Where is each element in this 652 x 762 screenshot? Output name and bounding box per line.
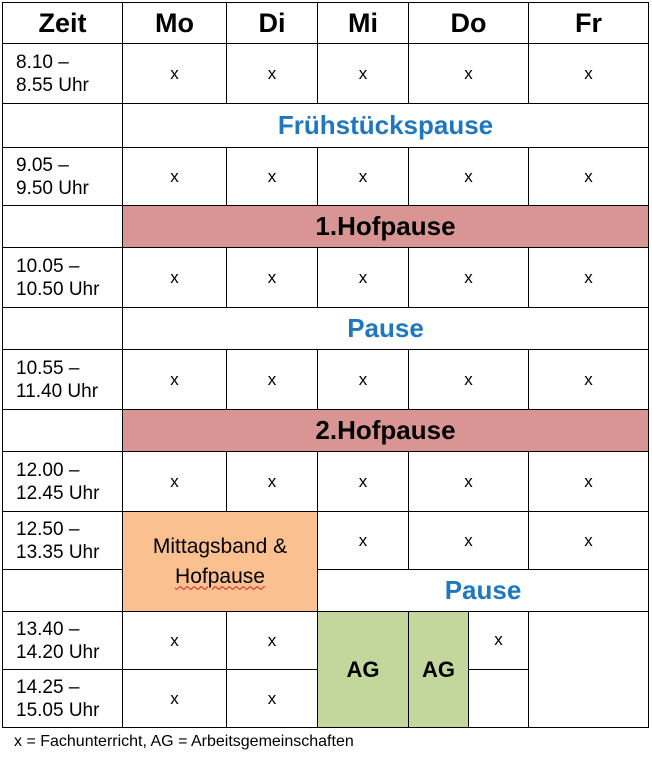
cell-mark: x [529,44,649,104]
cell-mark: x [318,148,409,206]
time-slot-6: 12.50 – 13.35 Uhr [3,512,123,570]
header-fr: Fr [529,3,649,44]
cell-mark: x [469,612,529,670]
cell-mark: x [227,44,318,104]
cell-mark: x [318,248,409,308]
empty-cell [469,670,529,728]
cell-mark: x [409,148,529,206]
time-slot-1: 8.10 – 8.55 Uhr [3,44,123,104]
header-mo: Mo [123,3,227,44]
cell-mark: x [123,148,227,206]
empty-cell-fr [529,612,649,728]
timetable [2,2,649,728]
cell-mark: x [529,512,649,570]
mittagsband-hofpause: Mittagsband & Hofpause [123,512,318,612]
cell-mark: x [409,248,529,308]
ag-mi: AG [318,612,409,728]
cell-mark: x [123,44,227,104]
ag-do: AG [409,612,469,728]
header-time: Zeit [3,3,123,44]
time-slot-4: 10.55 – 11.40 Uhr [3,350,123,410]
cell-mark: x [123,248,227,308]
cell-mark: x [318,512,409,570]
cell-mark: x [123,350,227,410]
break-fruehstueckspause: Frühstückspause [123,104,649,148]
header-di: Di [227,3,318,44]
time-slot-8: 14.25 – 15.05 Uhr [3,670,123,728]
cell-mark: x [409,44,529,104]
time-slot-3: 10.05 – 10.50 Uhr [3,248,123,308]
cell-mark: x [529,350,649,410]
empty-cell [3,206,123,248]
cell-mark: x [409,512,529,570]
break-pause-2: Pause [318,570,649,612]
cell-mark: x [227,670,318,728]
cell-mark: x [409,452,529,512]
time-slot-7: 13.40 – 14.20 Uhr [3,612,123,670]
cell-mark: x [318,452,409,512]
header-do: Do [409,3,529,44]
cell-mark: x [227,148,318,206]
break-pause: Pause [123,308,649,350]
cell-mark: x [529,452,649,512]
cell-mark: x [529,148,649,206]
empty-cell [3,410,123,452]
cell-mark: x [318,44,409,104]
cell-mark: x [318,350,409,410]
empty-cell [3,104,123,148]
legend: x = Fachunterricht, AG = Arbeitsgemeinschaften [14,733,354,750]
cell-mark: x [123,612,227,670]
cell-mark: x [227,350,318,410]
cell-mark: x [227,452,318,512]
cell-mark: x [529,248,649,308]
time-slot-2: 9.05 – 9.50 Uhr [3,148,123,206]
empty-cell [3,570,123,612]
break-hofpause-2: 2.Hofpause [123,410,649,452]
cell-mark: x [409,350,529,410]
cell-mark: x [227,612,318,670]
break-hofpause-1: 1.Hofpause [123,206,649,248]
cell-mark: x [227,248,318,308]
time-slot-5: 12.00 – 12.45 Uhr [3,452,123,512]
cell-mark: x [123,452,227,512]
cell-mark: x [123,670,227,728]
header-mi: Mi [318,3,409,44]
empty-cell [3,308,123,350]
